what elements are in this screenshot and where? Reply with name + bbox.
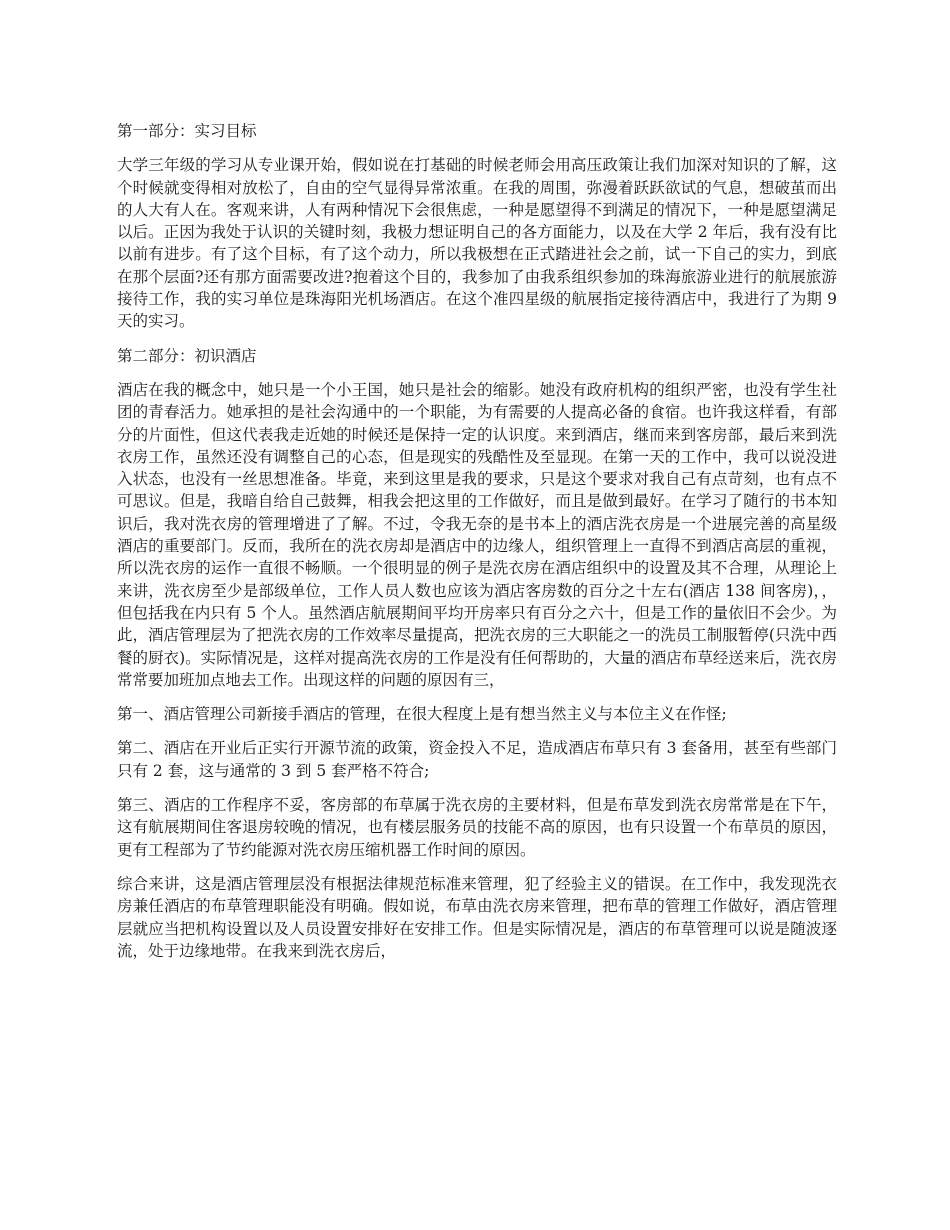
summary-paragraph: 综合来讲，这是酒店管理层没有根据法律规范标准来管理，犯了经验主义的错误。在工作中，我发现洗衣房兼任酒店的布草管理职能没有明确。假如说，布草由洗衣房来管理，把布草的管理工作做好，酒店管理层就应当把机构设置以及人员设置安排好在安排工作。但是实际情况是，酒店的布草管理可以说是随波逐流，处于边缘地带。在我来到洗衣房后， <box>117 874 837 960</box>
section2-paragraph: 酒店在我的概念中，她只是一个小王国，她只是社会的缩影。她没有政府机构的组织严密，也没有学生社团的青春活力。她承担的是社会沟通中的一个职能，为有需要的人提高必备的食宿。也许我这样看，有部分的片面性，但这代表我走近她的时候还是保持一定的认识度。来到酒店，继而来到客房部，最后来到洗衣房工作，虽然还没有调整自己的心态，但是现实的残酷性及至显现。在第一天的工作中，我可以说没进入状态，也没有一丝思想准备。毕竟，来到这里是我的要求，只是这个要求对我自己有点苛刻，也有点不可思议。但是，我暗自给自己鼓舞，相我会把这里的工作做好，而且是做到最好。在学习了随行的书本知识后，我对洗衣房的管理增进了了解。不过，令我无奈的是书本上的酒店洗衣房是一个进展完善的高星级酒店的重要部门。反而，我所在的洗衣房却是酒店中的边缘人，组织管理上一直得不到酒店高层的重视，所以洗衣房的运作一直很不畅顺。一个很明显的例子是洗衣房在酒店组织中的设置及其不合理，从理论上来讲，洗衣房至少是部级单位，工作人员人数也应该为酒店客房数的百分之十左右(酒店 138 间客房)，，但包括我在内只有 5 个人。虽然酒店航展期间平均开房率只有百分之六十，但是工作的量依旧不会少。为此，酒店管理层为了把洗衣房的工作效率尽量提高，把洗衣房的三大职能之一的洗员工制服暂停(只洗中西餐的厨衣)。实际情况是，这样对提高洗衣房的工作是没有任何帮助的，大量的酒店布草经送来后，洗衣房常常要加班加点地去工作。出现这样的问题的原因有三， <box>117 380 837 689</box>
section2-heading: 第二部分：初识酒店 <box>117 346 257 365</box>
section1-heading: 第一部分：实习目标 <box>117 122 257 140</box>
document-body <box>117 120 837 974</box>
reason-two-paragraph: 第二、酒店在开业后正实行开源节流的政策，资金投入不足，造成酒店布草只有 3 套备用，甚至有些部门只有 2 套，这与通常的 3 到 5 套严格不符合; <box>117 739 837 780</box>
reason-three-paragraph: 第三、酒店的工作程序不妥，客房部的布草属于洗衣房的主要材料，但是布草发到洗衣房常常是在下午，这有航展期间住客退房较晚的情况，也有楼层服务员的技能不高的原因，也有只设置一个布草员的原因，更有工程部为了节约能源对洗衣房压缩机器工作时间的原因。 <box>117 796 837 859</box>
reason-one-paragraph: 第一、酒店管理公司新接手酒店的管理，在很大程度上是有想当然主义与本位主义在作怪; <box>117 705 727 724</box>
section1-paragraph: 大学三年级的学习从专业课开始，假如说在打基础的时候老师会用高压政策让我们加深对知识的了解，这个时候就变得相对放松了，自由的空气显得异常浓重。在我的周围，弥漫着跃跃欲试的气息，想破茧而出的人大有人在。客观来讲，人有两种情况下会很焦虑，一种是愿望得不到满足的情况下，一种是愿望满足以后。正因为我处于认识的关键时刻，我极力想证明自己的各方面能力，以及在大学 2 年后，我有没有比以前有进步。有了这个目标，有了这个动力，所以我极想在正式踏进社会之前，试一下自己的实力，到底在那个层面?还有那方面需要改进?抱着这个目的，我参加了由我系组织参加的珠海旅游业进行的航展旅游接待工作，我的实习单位是珠海阳光机场酒店。在这个准四星级的航展指定接待酒店中，我进行了为期 9 天的实习。 <box>117 156 837 331</box>
